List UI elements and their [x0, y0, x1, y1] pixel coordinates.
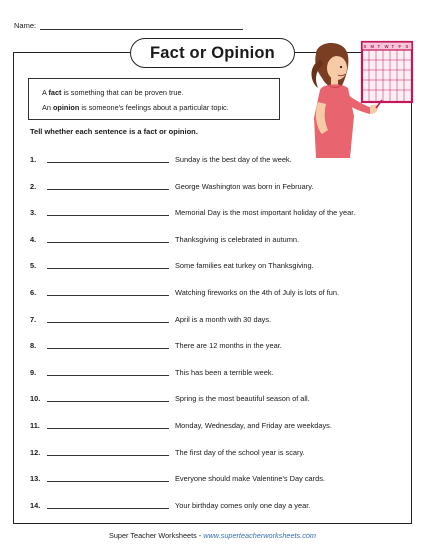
answer-blank[interactable]: [47, 348, 169, 349]
answer-blank[interactable]: [47, 215, 169, 216]
question-text: Everyone should make Valentine's Day cards.: [175, 474, 325, 484]
fact-definition: A fact is something that can be proven true.: [42, 88, 184, 97]
answer-blank[interactable]: [47, 508, 169, 509]
question-text: Sunday is the best day of the week.: [175, 155, 292, 164]
name-label: Name:: [14, 21, 37, 30]
question-text: The first day of the school year is scary.: [175, 447, 305, 457]
answer-blank[interactable]: [47, 481, 169, 482]
calendar-day-label: W: [384, 44, 389, 49]
question-number: 7.: [30, 314, 37, 324]
question-number: 4.: [30, 234, 37, 244]
calendar-day-label: F: [398, 44, 402, 49]
fact-term: fact: [48, 88, 62, 97]
calendar-day-label: M: [370, 44, 375, 49]
definitions-box: [28, 78, 280, 120]
question-number: 12.: [30, 447, 41, 457]
worksheet-title: Fact or Opinion: [130, 38, 295, 68]
question-number: 9.: [30, 367, 37, 377]
answer-blank[interactable]: [47, 268, 169, 269]
answer-blank[interactable]: [47, 375, 169, 376]
footer: Super Teacher Worksheets - www.superteacherworksheets.com: [109, 531, 316, 540]
answer-blank[interactable]: [47, 189, 169, 190]
name-line[interactable]: [40, 21, 243, 30]
question-text: This has been a terrible week.: [175, 367, 274, 377]
answer-blank[interactable]: [47, 295, 169, 296]
question-number: 3.: [30, 208, 37, 218]
question-text: Watching fireworks on the 4th of July is lots of fun.: [175, 288, 340, 297]
opinion-term: opinion: [52, 103, 80, 112]
calendar-day-label: S: [363, 44, 367, 49]
question-text: Memorial Day is the most important holiday of the year.: [175, 208, 356, 218]
answer-blank[interactable]: [47, 401, 169, 402]
answer-blank[interactable]: [47, 322, 169, 323]
answer-blank[interactable]: [47, 428, 169, 429]
calendar-day-label: T: [391, 44, 395, 49]
question-number: 14.: [30, 500, 41, 510]
question-number: 10.: [30, 394, 41, 404]
calendar-icon: [362, 42, 412, 102]
footer-url[interactable]: www.superteacherworksheets.com: [203, 531, 316, 540]
girl-calendar-illustration: [300, 38, 415, 158]
instructions: Tell whether each sentence is a fact or opinion.: [30, 127, 198, 136]
name-field: [14, 21, 243, 30]
answer-blank[interactable]: [47, 455, 169, 456]
question-text: Monday, Wednesday, and Friday are weekdays.: [175, 421, 332, 430]
answer-blank[interactable]: [47, 162, 169, 163]
question-text: Some families eat turkey on Thanksgiving.: [175, 261, 314, 271]
calendar-day-label: T: [377, 44, 381, 49]
question-number: 2.: [30, 181, 37, 191]
question-text: There are 12 months in the year.: [175, 341, 282, 351]
question-text: Spring is the most beautiful season of all.: [175, 394, 310, 404]
question-text: George Washington was born in February.: [175, 181, 314, 191]
question-number: 11.: [30, 421, 40, 430]
question-text: Thanksgiving is celebrated in autumn.: [175, 234, 300, 244]
question-number: 1.: [30, 155, 37, 164]
answer-blank[interactable]: [47, 242, 169, 243]
question-text: Your birthday comes only one day a year.: [175, 500, 311, 510]
opinion-definition: An opinion is someone's feelings about a particular topic.: [42, 103, 229, 112]
question-number: 6.: [30, 288, 37, 297]
calendar-day-label: S: [405, 44, 409, 49]
question-number: 8.: [30, 341, 37, 351]
question-number: 13.: [30, 474, 41, 484]
footer-brand: Super Teacher Worksheets: [109, 531, 197, 540]
question-text: April is a month with 30 days.: [175, 314, 272, 324]
question-number: 5.: [30, 261, 37, 271]
